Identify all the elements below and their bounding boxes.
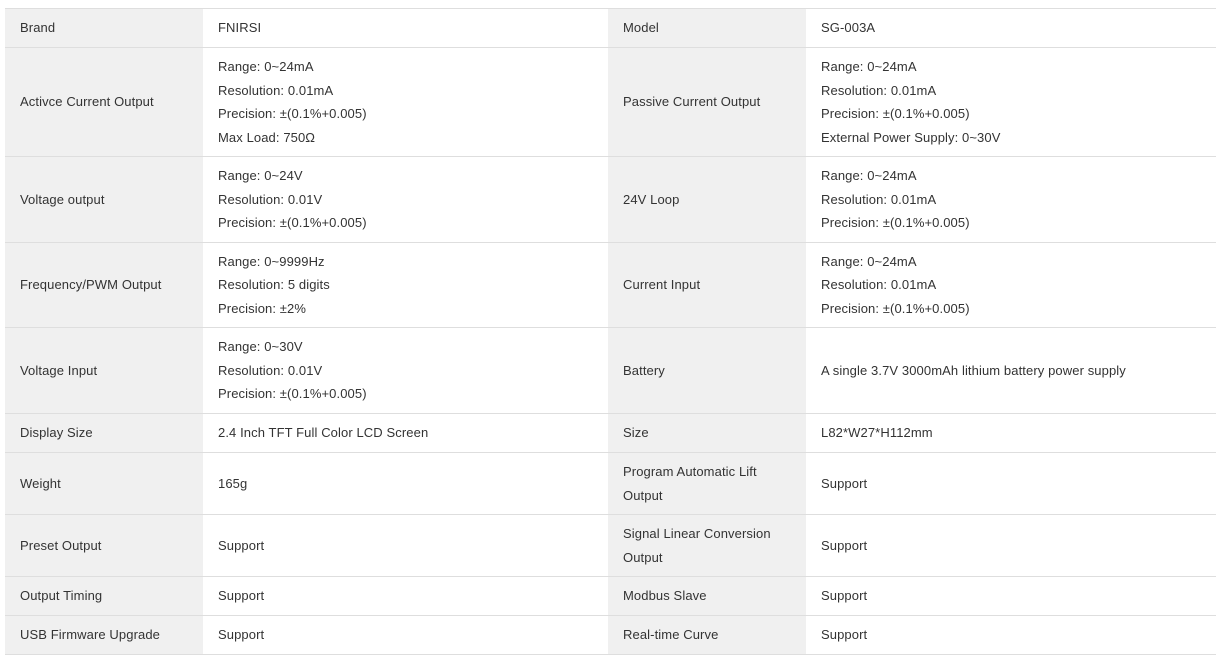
- spec-value-line: Resolution: 0.01mA: [218, 82, 334, 98]
- left-label-cell: Frequency/PWM Output: [5, 243, 203, 328]
- left-value-cell: [203, 577, 608, 616]
- left-value-cell: [203, 243, 608, 328]
- left-label-cell: Voltage Input: [5, 328, 203, 414]
- spec-value-line: Range: 0~30V: [218, 339, 303, 355]
- spec-value-line: Precision: ±(0.1%+0.005): [821, 215, 970, 231]
- right-value-cell: [806, 9, 1216, 48]
- left-value-cell: [203, 414, 608, 453]
- right-label-cell: Modbus Slave: [608, 577, 806, 616]
- spec-value-line: Support: [821, 627, 868, 643]
- spec-value-line: Resolution: 5 digits: [218, 277, 330, 293]
- spec-value-line: Resolution: 0.01mA: [821, 191, 937, 207]
- right-label-cell: Real-time Curve: [608, 616, 806, 655]
- spec-value-line: Resolution: 0.01mA: [821, 277, 937, 293]
- left-value-cell: [203, 515, 608, 577]
- right-label-cell: Model: [608, 9, 806, 48]
- spec-value-line: Range: 0~24mA: [218, 59, 314, 74]
- spec-value-line: Support: [821, 588, 868, 604]
- specification-table: [5, 8, 1216, 655]
- right-value-cell: [806, 577, 1216, 616]
- spec-value-line: Range: 0~24mA: [821, 253, 917, 269]
- spec-value-line: Support: [821, 475, 868, 491]
- right-value-cell: [806, 515, 1216, 577]
- left-label-cell: Output Timing: [5, 577, 203, 616]
- right-label-cell: 24V Loop: [608, 157, 806, 243]
- right-value-cell: [806, 616, 1216, 655]
- right-value-cell: [806, 414, 1216, 453]
- right-value-cell: [806, 453, 1216, 515]
- table-row: [5, 515, 1216, 577]
- left-label-cell: USB Firmware Upgrade: [5, 616, 203, 655]
- spec-value-line: Precision: ±2%: [218, 300, 307, 316]
- left-value-cell: [203, 328, 608, 414]
- left-label-cell: Brand: [5, 9, 203, 48]
- spec-value-line: 165g: [218, 475, 248, 491]
- spec-value-line: Support: [821, 537, 868, 553]
- table-row: [5, 453, 1216, 515]
- left-label-cell: Activce Current Output: [5, 48, 203, 157]
- table-row: [5, 9, 1216, 48]
- spec-value-line: Support: [218, 627, 265, 643]
- left-value-cell: [203, 453, 608, 515]
- spec-value-line: Range: 0~24V: [218, 168, 303, 184]
- right-label-cell: Size: [608, 414, 806, 453]
- spec-value-line: Precision: ±(0.1%+0.005): [218, 386, 367, 402]
- spec-value-line: Support: [218, 537, 265, 553]
- spec-value-line: FNIRSI: [218, 20, 262, 36]
- spec-value-line: SG-003A: [821, 20, 876, 36]
- spec-value-line: Range: 0~24mA: [821, 59, 917, 74]
- right-value-cell: [806, 243, 1216, 328]
- left-label-cell: Weight: [5, 453, 203, 515]
- table-row: [5, 577, 1216, 616]
- spec-value-line: External Power Supply: 0~30V: [821, 129, 1001, 145]
- right-label-cell: Battery: [608, 328, 806, 414]
- left-value-cell: [203, 157, 608, 243]
- left-label-cell: Display Size: [5, 414, 203, 453]
- spec-value-line: Support: [218, 588, 265, 604]
- right-label-cell: Passive Current Output: [608, 48, 806, 157]
- spec-value-line: Resolution: 0.01V: [218, 362, 323, 378]
- right-value-cell: [806, 157, 1216, 243]
- right-value-cell: [806, 328, 1216, 414]
- right-label-cell: Signal Linear Conversion Output: [608, 515, 806, 577]
- spec-value-line: Resolution: 0.01mA: [821, 82, 937, 98]
- left-value-cell: [203, 48, 608, 157]
- spec-value-line: Max Load: 750Ω: [218, 129, 316, 145]
- right-label-cell: Current Input: [608, 243, 806, 328]
- specification-table-body: [5, 9, 1216, 655]
- right-label-cell: Program Automatic Lift Output: [608, 453, 806, 515]
- table-row: [5, 616, 1216, 655]
- spec-value-line: Precision: ±(0.1%+0.005): [821, 300, 970, 316]
- table-row: [5, 328, 1216, 414]
- table-row: [5, 243, 1216, 328]
- spec-value-line: Precision: ±(0.1%+0.005): [218, 106, 367, 121]
- spec-value-line: Range: 0~9999Hz: [218, 253, 325, 269]
- spec-value-line: Range: 0~24mA: [821, 168, 917, 184]
- table-row: [5, 157, 1216, 243]
- spec-value-line: A single 3.7V 3000mAh lithium battery power supply: [821, 362, 1126, 378]
- left-label-cell: Preset Output: [5, 515, 203, 577]
- spec-value-line: 2.4 Inch TFT Full Color LCD Screen: [218, 425, 429, 441]
- spec-value-line: L82*W27*H112mm: [821, 425, 933, 441]
- spec-value-line: Precision: ±(0.1%+0.005): [821, 106, 970, 121]
- right-value-cell: [806, 48, 1216, 157]
- table-row: [5, 414, 1216, 453]
- table-row: [5, 48, 1216, 157]
- left-value-cell: [203, 616, 608, 655]
- spec-value-line: Precision: ±(0.1%+0.005): [218, 215, 367, 231]
- left-label-cell: Voltage output: [5, 157, 203, 243]
- left-value-cell: [203, 9, 608, 48]
- spec-value-line: Resolution: 0.01V: [218, 191, 323, 207]
